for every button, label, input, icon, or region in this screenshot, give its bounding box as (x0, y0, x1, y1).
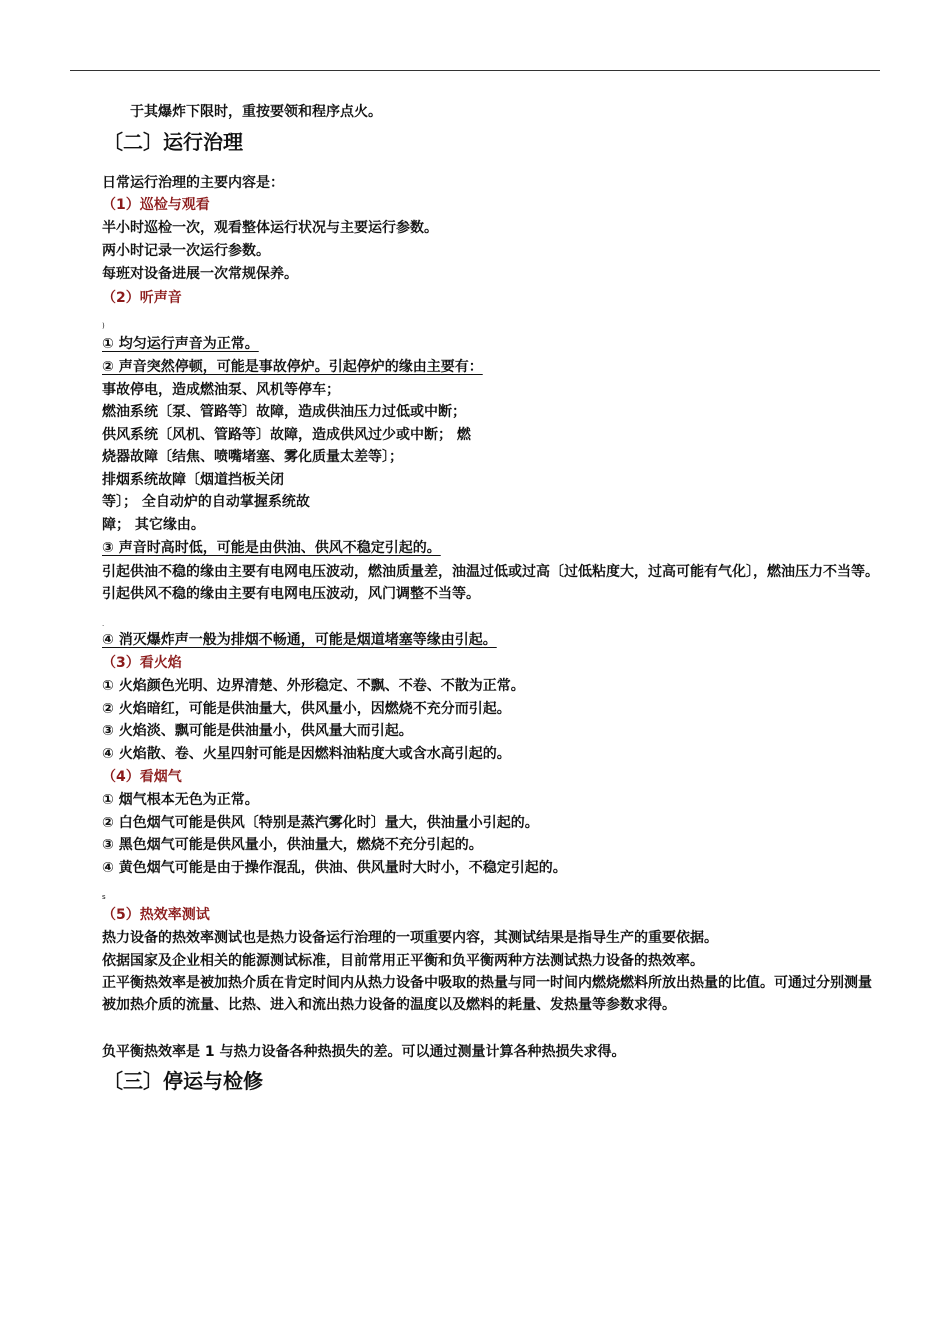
stray-mark: s (102, 893, 106, 901)
header-rule (70, 70, 880, 71)
smoke-line: ① 烟气根本无色为正常。 (102, 792, 259, 808)
sound-paragraph: 引起供油不稳的缘由主要有电网电压波动，燃油质量差，油温过低或过高〔过低粘度大，过高可能有气化〕，燃油压力不当等。引起供风不稳的缘由主要有电网电压波动，风门调整不当等。 (102, 564, 879, 602)
sound-line: 烧器故障〔结焦、喷嘴堵塞、雾化质量太差等〕； (102, 449, 403, 465)
sound-line: ② 声音突然停顿，可能是事故停炉。引起停炉的缘由主要有： (102, 359, 483, 375)
inspect-heading: （1）巡检与观看 (102, 197, 210, 213)
efficiency-paragraph: 正平衡热效率是被加热介质在肯定时间内从热力设备中吸取的热量与同一时间内燃烧燃料所放出热量的比值。可通过分别测量被加热介质的流量、比热、进入和流出热力设备的温度以及燃料的耗量、发热量等参数求得。 (102, 975, 872, 1013)
sound-line: 障； 其它缘由。 (102, 517, 205, 533)
continuation-text: 于其爆炸下限时，重按要领和程序点火。 (130, 104, 382, 120)
flame-heading: （3）看火焰 (102, 655, 182, 671)
sound-line: 等〕； 全自动炉的自动掌握系统故 (102, 494, 310, 510)
flame-line: ② 火焰暗红，可能是供油量大，供风量小，因燃烧不充分而引起。 (102, 701, 511, 717)
efficiency-paragraph: 热力设备的热效率测试也是热力设备运行治理的一项重要内容，其测试结果是指导生产的重要依据。 (102, 930, 718, 946)
sound-line: 燃油系统〔泵、管路等〕故障，造成供油压力过低或中断； (102, 404, 466, 420)
sound-heading: （2）听声音 (102, 290, 182, 306)
sound-line: ① 均匀运行声音为正常。 (102, 336, 259, 352)
sound-line: ③ 声音时高时低，可能是由供油、供风不稳定引起的。 (102, 540, 441, 556)
stray-mark: ) (102, 322, 105, 330)
sound-line: 排烟系统故障〔烟道挡板关闭 (102, 472, 284, 488)
flame-line: ④ 火焰散、卷、火星四射可能是因燃料油粘度大或含水高引起的。 (102, 746, 511, 762)
efficiency-heading: （5）热效率测试 (102, 907, 210, 923)
stray-mark: . (102, 620, 105, 628)
inspect-line: 两小时记录一次运行参数。 (102, 243, 270, 259)
smoke-heading: （4）看烟气 (102, 769, 182, 785)
smoke-line: ② 白色烟气可能是供风〔特别是蒸汽雾化时〕量大，供油量小引起的。 (102, 815, 539, 831)
section-3-title: 〔三〕停运与检修 (103, 1069, 263, 1093)
flame-line: ③ 火焰淡、飘可能是供油量小，供风量大而引起。 (102, 723, 413, 739)
efficiency-paragraph: 负平衡热效率是 1 与热力设备各种热损失的差。可以通过测量计算各种热损失求得。 (102, 1044, 626, 1060)
section-2-intro: 日常运行治理的主要内容是： (102, 175, 284, 191)
section-2-title: 〔二〕运行治理 (103, 130, 243, 154)
sound-line: 供风系统〔风机、管路等〕故障，造成供风过少或中断； 燃 (102, 427, 471, 443)
sound-line: ④ 消灭爆炸声一般为排烟不畅通，可能是烟道堵塞等缘由引起。 (102, 632, 497, 648)
inspect-line: 半小时巡检一次，观看整体运行状况与主要运行参数。 (102, 220, 438, 236)
inspect-line: 每班对设备进展一次常规保养。 (102, 266, 298, 282)
sound-line: 事故停电，造成燃油泵、风机等停车； (102, 382, 340, 398)
smoke-line: ④ 黄色烟气可能是由于操作混乱，供油、供风量时大时小，不稳定引起的。 (102, 860, 567, 876)
flame-line: ① 火焰颜色光明、边界清楚、外形稳定、不飘、不卷、不散为正常。 (102, 678, 525, 694)
smoke-line: ③ 黑色烟气可能是供风量小，供油量大，燃烧不充分引起的。 (102, 837, 483, 853)
efficiency-paragraph: 依据国家及企业相关的能源测试标准，目前常用正平衡和负平衡两种方法测试热力设备的热效率。 (102, 953, 704, 969)
